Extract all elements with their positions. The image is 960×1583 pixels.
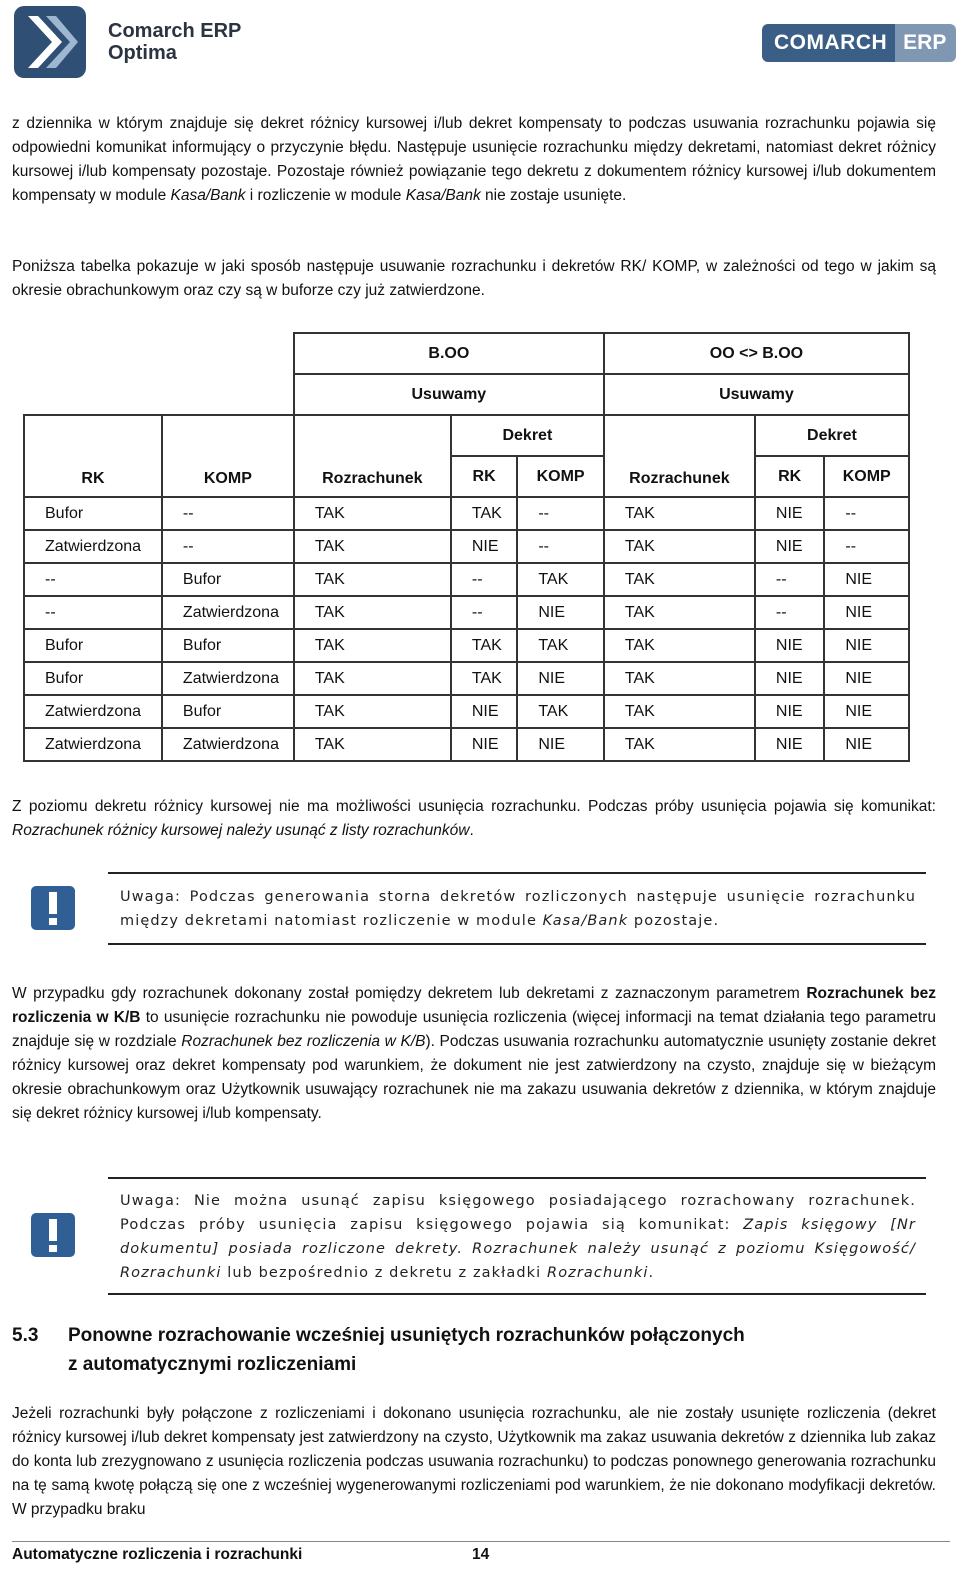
col-header-komp-2: KOMP xyxy=(824,456,909,497)
cell: TAK xyxy=(604,695,755,728)
note2-text xyxy=(120,1189,916,1285)
comarch-optima-logo-icon xyxy=(14,6,86,78)
cell: TAK xyxy=(451,629,517,662)
brand-name xyxy=(108,20,241,64)
cell: -- xyxy=(517,530,604,563)
p1-italic-1: Kasa/Bank xyxy=(170,187,246,204)
table-row xyxy=(24,596,909,629)
note1-bottom-line xyxy=(108,943,926,945)
table-row xyxy=(24,530,909,563)
cell: Bufor xyxy=(24,629,162,662)
table-row xyxy=(24,497,909,530)
table-row xyxy=(24,662,909,695)
cell: NIE xyxy=(517,662,604,695)
cell: TAK xyxy=(294,530,451,563)
cell: NIE xyxy=(517,596,604,629)
table-row xyxy=(24,563,909,596)
badge-erp: ERP xyxy=(895,24,956,62)
paragraph-1 xyxy=(12,112,936,208)
cell: -- xyxy=(824,530,909,563)
cell: TAK xyxy=(604,662,755,695)
brand-line2: Optima xyxy=(108,42,177,64)
table-row xyxy=(24,629,909,662)
cell: -- xyxy=(755,563,824,596)
note1-text-start: Uwaga: Podczas generowania storna dekretów rozliczonych następuje usunięcie rozrachunku między dekretami natomiast rozliczenie w module xyxy=(120,889,916,929)
sub-header-usuwamy-2: Usuwamy xyxy=(604,374,909,415)
cell: TAK xyxy=(604,530,755,563)
cell: TAK xyxy=(294,563,451,596)
cell: TAK xyxy=(604,629,755,662)
footer-divider xyxy=(12,1541,950,1542)
cell: TAK xyxy=(604,596,755,629)
cell: NIE xyxy=(824,728,909,761)
p4-italic: Rozrachunek bez rozliczenia w K/B xyxy=(181,1033,426,1050)
note2-text-end: . xyxy=(648,1265,655,1281)
note2-bottom-line xyxy=(108,1293,926,1295)
cell: -- xyxy=(451,596,517,629)
paragraph-4 xyxy=(12,982,936,1126)
cell: NIE xyxy=(451,728,517,761)
cell: Bufor xyxy=(162,629,294,662)
note2-text-mid: lub bezpośrednio z dekretu z zakładki xyxy=(221,1265,548,1281)
cell: NIE xyxy=(824,596,909,629)
cell: NIE xyxy=(755,728,824,761)
cell: Bufor xyxy=(162,695,294,728)
table-row xyxy=(24,728,909,761)
cell: NIE xyxy=(824,662,909,695)
cell: Bufor xyxy=(162,563,294,596)
paragraph-2 xyxy=(12,255,936,303)
col-header-komp: KOMP xyxy=(162,415,294,497)
badge-comarch: COMARCH xyxy=(762,24,895,62)
col-header-komp-1: KOMP xyxy=(517,456,604,497)
cell: -- xyxy=(517,497,604,530)
sub-header-usuwamy-1: Usuwamy xyxy=(294,374,604,415)
note1-italic: Kasa/Bank xyxy=(542,913,629,929)
cell: NIE xyxy=(824,695,909,728)
dekret-header-1: Dekret xyxy=(451,415,604,456)
cell: TAK xyxy=(294,662,451,695)
cell: Zatwierdzona xyxy=(24,695,162,728)
cell: TAK xyxy=(517,629,604,662)
p2-text: Poniższa tabelka pokazuje w jaki sposób następuje usuwanie rozrachunku i dekretów RK/ KOMP, w zależności od tego w jakim są okresie obrachunkowym oraz czy są w buforze czy już zatwierdzone. xyxy=(12,258,936,299)
p4-bold: Rozrachunek bez rozliczenia w K/B xyxy=(12,985,936,1026)
p3-end: . xyxy=(469,822,474,839)
warning-exclamation-icon xyxy=(30,885,76,931)
p4-end: ). Podczas usuwania rozrachunku automatycznie usunięty zostanie dekret różnicy kursowej oraz dekret kompensaty pod warunkiem, że dokument nie jest zatwierdzony na czysto, znajduje się w bieżącym okresie obrachunkowym oraz Użytkownik usuwający rozrachunek nie ma zakazu usuwania dekretów z dziennika, w którym znajduje się dekret różnicy kursowej i/lub kompensaty. xyxy=(12,1033,936,1122)
p4-mid: to usunięcie rozrachunku nie powoduje usunięcia rozliczenia (więcej informacji na temat działania tego parametru znajduje się w rozdziale xyxy=(12,1009,936,1050)
note1-text-end: pozostaje. xyxy=(628,913,720,929)
p3-italic: Rozrachunek różnicy kursowej należy usunąć z listy rozrachunków xyxy=(12,822,470,839)
table-row xyxy=(24,695,909,728)
cell: -- xyxy=(24,596,162,629)
cell: NIE xyxy=(755,497,824,530)
group-header-boo: B.OO xyxy=(294,333,604,374)
p1-italic-2: Kasa/Bank xyxy=(405,187,481,204)
cell: TAK xyxy=(604,728,755,761)
cell: TAK xyxy=(451,662,517,695)
cell: -- xyxy=(162,497,294,530)
note2-top-line xyxy=(108,1177,926,1179)
paragraph-3 xyxy=(12,795,936,843)
section-title-line1: Ponowne rozrachowanie wcześniej usuniętych rozrachunków połączonych xyxy=(68,1325,745,1346)
col-header-rozrachunek-2: Rozrachunek xyxy=(604,415,755,497)
cell: NIE xyxy=(755,662,824,695)
brand-line1: Comarch ERP xyxy=(108,20,242,42)
note2-text-start: Uwaga: Nie można usunąć zapisu księgowego posiadającego rozrachowany rozrachunek. Podczas próby usunięcia zapisu księgowego pojawia sią komunikat: xyxy=(120,1193,916,1233)
note2-italic-2: Rozrachunki xyxy=(547,1265,649,1281)
cell: Zatwierdzona xyxy=(162,596,294,629)
cell: Zatwierdzona xyxy=(24,728,162,761)
cell: Zatwierdzona xyxy=(24,530,162,563)
cell: NIE xyxy=(755,629,824,662)
cell: TAK xyxy=(294,728,451,761)
p5-text: Jeżeli rozrachunki były połączone z rozliczeniami i dokonano usunięcia rozrachunku, ale nie zostały usunięte rozliczenia (dekret różnicy kursowej i/lub dekret kompensaty jest zatwierdzony na czysto, Użytkownik ma zakaz usuwania dekretów z dziennika lub zakaz do konta lub zrezygnowano z usunięcia rozliczenia podczas usuwania rozrachunku) to podczas ponownego generowania rozrachunku na tę samą kwotę połączą się one z wcześniej wygenerowanymi rozliczeniami pod warunkiem, że nie dokonano modyfikacji dekretów. W przypadku braku xyxy=(12,1405,936,1518)
col-header-rozrachunek-1: Rozrachunek xyxy=(294,415,451,497)
section-heading xyxy=(12,1321,745,1379)
cell: Bufor xyxy=(24,497,162,530)
cell: NIE xyxy=(824,563,909,596)
cell: -- xyxy=(24,563,162,596)
p1-mid: i rozliczenie w module xyxy=(245,187,406,204)
cell: NIE xyxy=(517,728,604,761)
cell: TAK xyxy=(604,497,755,530)
cell: TAK xyxy=(294,695,451,728)
paragraph-5 xyxy=(12,1402,936,1522)
cell: -- xyxy=(824,497,909,530)
col-header-rk-2: RK xyxy=(755,456,824,497)
section-title-line2: z automatycznymi rozliczeniami xyxy=(68,1354,357,1375)
section-number: 5.3 xyxy=(12,1325,39,1346)
p1-end: nie zostaje usunięte. xyxy=(480,187,627,204)
deletion-table xyxy=(23,332,910,762)
cell: -- xyxy=(162,530,294,563)
p4-text: W przypadku gdy rozrachunek dokonany został pomiędzy dekretem lub dekretami z zaznaczonym parametrem xyxy=(12,985,807,1002)
col-header-rk: RK xyxy=(24,415,162,497)
note1-top-line xyxy=(108,872,926,874)
col-header-rk-1: RK xyxy=(451,456,517,497)
page-number: 14 xyxy=(472,1546,490,1563)
cell: TAK xyxy=(451,497,517,530)
cell: NIE xyxy=(755,695,824,728)
cell: Zatwierdzona xyxy=(162,662,294,695)
note2-italic: Zapis księgowy [Nr dokumentu] posiada rozliczone dekrety. Rozrachunek należy usunąć z poziomu Księgowość/ Rozrachunki xyxy=(120,1217,916,1281)
cell: NIE xyxy=(755,530,824,563)
cell: NIE xyxy=(824,629,909,662)
cell: TAK xyxy=(294,497,451,530)
group-header-oo-boo: OO <> B.OO xyxy=(604,333,909,374)
p3-text: Z poziomu dekretu różnicy kursowej nie ma możliwości usunięcia rozrachunku. Podczas próby usunięcia pojawia się komunikat: xyxy=(12,798,936,815)
cell: Zatwierdzona xyxy=(162,728,294,761)
footer-title: Automatyczne rozliczenia i rozrachunki xyxy=(12,1546,303,1563)
cell: TAK xyxy=(517,563,604,596)
cell: TAK xyxy=(294,629,451,662)
comarch-erp-badge xyxy=(762,24,956,62)
cell: Bufor xyxy=(24,662,162,695)
cell: NIE xyxy=(451,695,517,728)
p1-text: z dziennika w którym znajduje się dekret różnicy kursowej i/lub dekret kompensaty to podczas usuwania rozrachunku pojawia się odpowiedni komunikat informujący o przyczynie błędu. Następuje usunięcie rozrachunku między dekretami, natomiast dekret różnicy kursowej i/lub kompensaty pozostaje. Pozostaje również powiązanie tego dekretu z dokumentem różnicy kursowej i/lub dokumentem kompensaty w module xyxy=(12,115,936,204)
cell: -- xyxy=(451,563,517,596)
cell: TAK xyxy=(604,563,755,596)
note1-text xyxy=(120,885,916,933)
cell: -- xyxy=(755,596,824,629)
cell: TAK xyxy=(517,695,604,728)
cell: TAK xyxy=(294,596,451,629)
dekret-header-2: Dekret xyxy=(755,415,909,456)
warning-exclamation-icon xyxy=(30,1212,76,1258)
cell: NIE xyxy=(451,530,517,563)
